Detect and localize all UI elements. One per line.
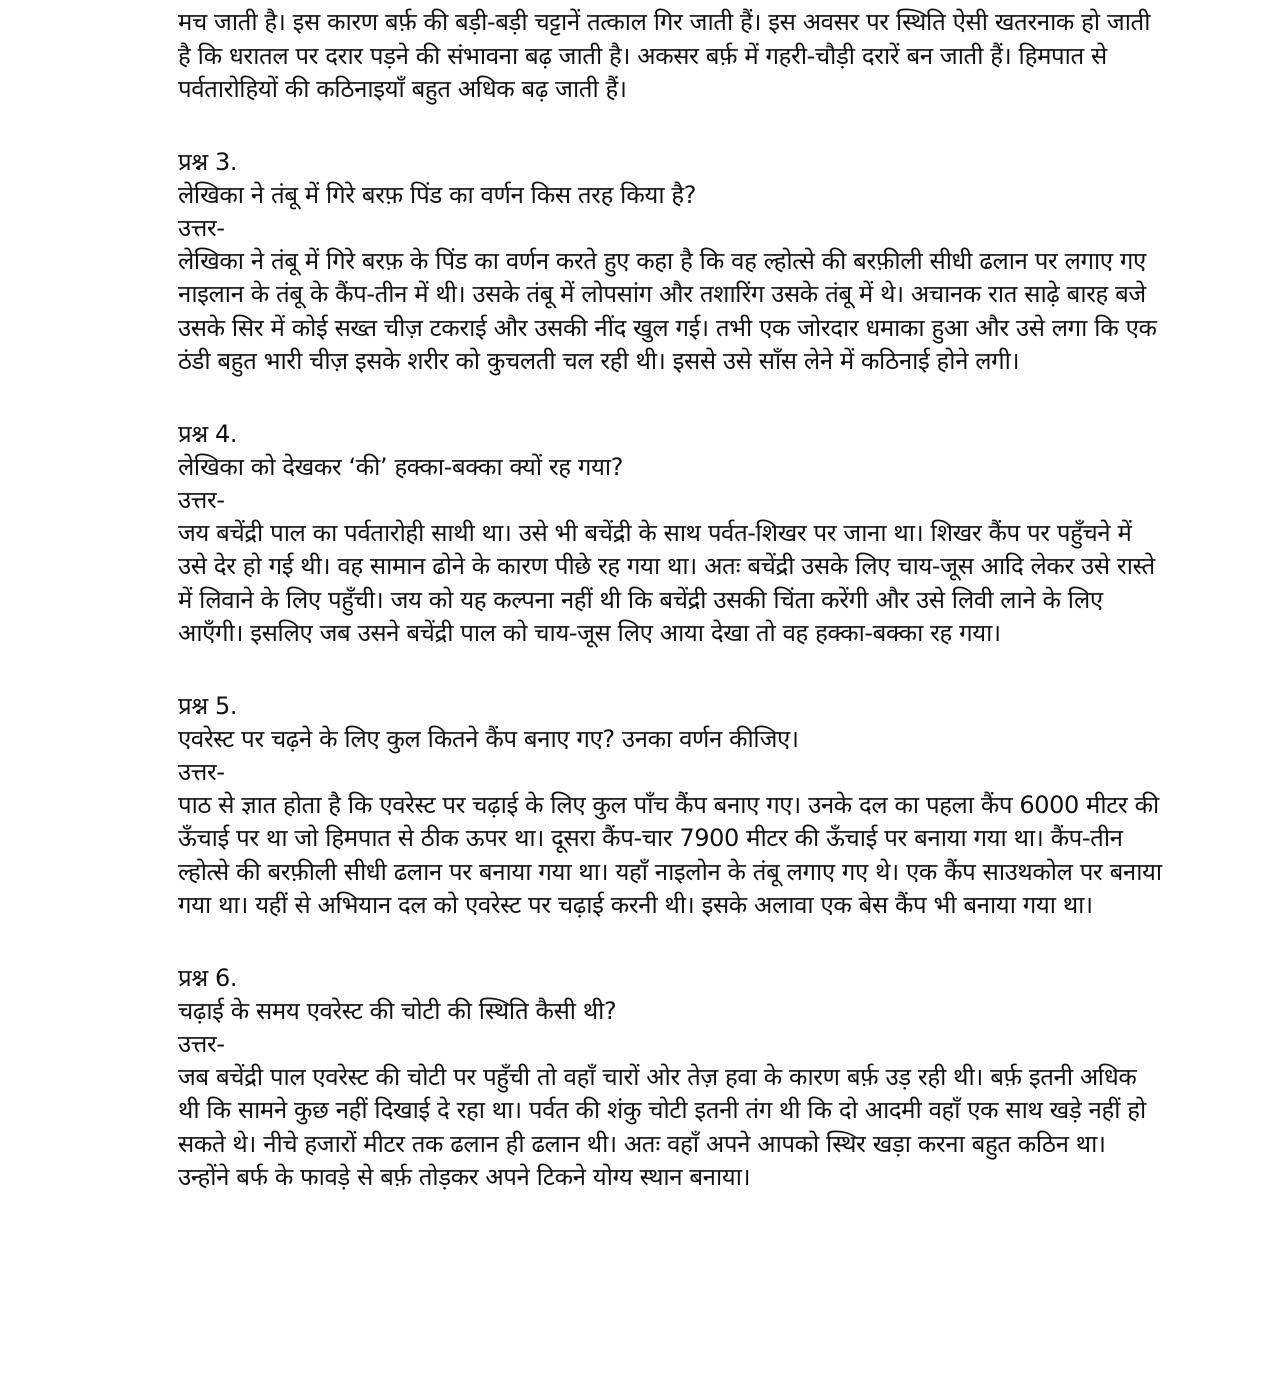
answer-text: जब बचेंद्री पाल एवरेस्ट की चोटी पर पहुँची तो वहाँ चारों ओर तेज़ हवा के कारण बर्फ़ उड़ रही थी। बर्फ़ इतनी अधिक थी कि सामने कुछ नहीं दिखाई दे रहा था। पर्वत की शंकु चोटी इतनी तंग थी कि दो आदमी वहाँ एक साथ खड़े नहीं हो सकते थे। नीचे हजारों मीटर तक ढलान ही ढलान थी। अतः वहाँ अपने आपको स्थिर खड़ा करना बहुत कठिन था। उन्होंने बर्फ के फावड़े से बर्फ़ तोड़कर अपने टिकने योग्य स्थान बनाया। [178,1062,1146,1191]
question-text: चढ़ाई के समय एवरेस्ट की चोटी की स्थिति कैसी थी? [178,996,617,1025]
question-block-5 [178,690,1163,923]
answer-text: जय बचेंद्री पाल का पर्वतारोही साथी था। उसे भी बचेंद्री के साथ पर्वत-शिखर पर जाना था। शिखर कैंप पर पहुँचने में उसे देर हो गई थी। वह सामान ढोने के कारण पीछे रह गया था। अतः बचेंद्री उसके लिए चाय-जूस आदि लेकर उसे रास्ते में लिवाने के लिए पहुँची। जय को यह कल्पना नहीं थी कि बचेंद्री उसकी चिंता करेंगी और उसे लिवी लाने के लिए आएँगी। इसलिए जब उसने बचेंद्री पाल को चाय-जूस लिए आया देखा तो वह हक्का-बक्का रह गया। [178,518,1155,647]
answer-label: उत्तर- [178,213,225,242]
question-block-6 [178,962,1163,1195]
answer-text: लेखिका ने तंबू में गिरे बरफ़ के पिंड का वर्णन करते हुए कहा है कि वह ल्होत्से की बरफ़ीली सीधी ढलान पर लगाए गए नाइलान के तंबू के कैंप-तीन में थी। उसके तंबू में लोपसांग और तशारिंग उसके तंबू में थे। अचानक रात साढ़े बारह बजे उसके सिर में कोई सख्त चीज़ टकराई और उसकी नींद खुल गई। तभी एक जोरदार धमाका हुआ और उसे लगा कि एक ठंडी बहुत भारी चीज़ इसके शरीर को कुचलती चल रही थी। इससे उसे साँस लेने में कठिनाई होने लगी। [178,246,1157,375]
question-block-4 [178,418,1163,651]
question-text: लेखिका ने तंबू में गिरे बरफ़ पिंड का वर्णन किस तरह किया है? [178,180,697,209]
question-number: प्रश्न 5. [178,691,238,720]
question-number: प्रश्न 3. [178,147,238,176]
answer-label: उत्तर- [178,1029,225,1058]
question-number: प्रश्न 6. [178,963,238,992]
answer-text: पाठ से ज्ञात होता है कि एवरेस्ट पर चढ़ाई के लिए कुल पाँच कैंप बनाए गए। उनके दल का पहला कैंप 6000 मीटर की ऊँचाई पर था जो हिमपात से ठीक ऊपर था। दूसरा कैंप-चार 7900 मीटर की ऊँचाई पर बनाया गया था। कैंप-तीन ल्होत्से की बरफ़ीली सीधी ढलान पर बनाया गया था। यहाँ नाइलोन के तंबू लगाए गए थे। एक कैंप साउथकोल पर बनाया गया था। यहीं से अभियान दल को एवरेस्ट पर चढ़ाई करनी थी। इसके अलावा एक बेस कैंप भी बनाया गया था। [178,790,1162,919]
question-number: प्रश्न 4. [178,419,238,448]
answer-label: उत्तर- [178,485,225,514]
question-block-3 [178,146,1163,379]
question-text: लेखिका को देखकर ‘की’ हक्का-बक्का क्यों रह गया? [178,452,624,481]
document-page [178,6,1163,1195]
answer-label: उत्तर- [178,757,225,786]
question-text: एवरेस्ट पर चढ़ने के लिए कुल कितने कैंप बनाए गए? उनका वर्णन कीजिए। [178,724,799,753]
intro-paragraph: मच जाती है। इस कारण बर्फ़ की बड़ी-बड़ी चट्टानें तत्काल गिर जाती हैं। इस अवसर पर स्थिति ऐसी खतरनाक हो जाती है कि धरातल पर दरार पड़ने की संभावना बढ़ जाती है। अकसर बर्फ़ में गहरी-चौड़ी दरारें बन जाती हैं। हिमपात से पर्वतारोहियों की कठिनाइयाँ बहुत अधिक बढ़ जाती हैं। [178,8,1151,103]
